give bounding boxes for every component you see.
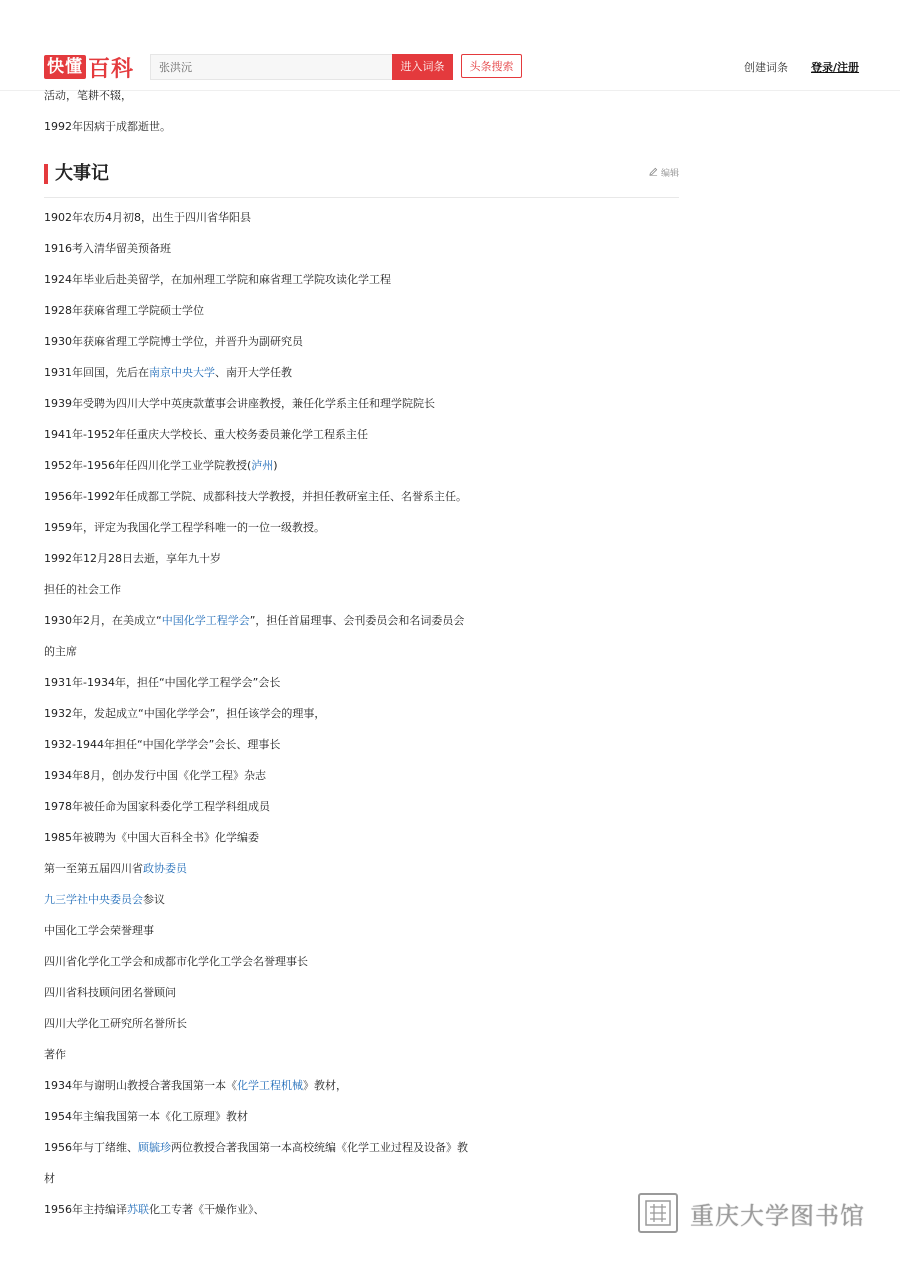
entry-link[interactable]: 政协委员 xyxy=(143,862,187,875)
event-item xyxy=(44,924,154,938)
event-item xyxy=(44,1203,265,1217)
event-text: 四川大学化工研究所名誉所长 xyxy=(44,1017,187,1030)
event-item xyxy=(44,552,221,566)
create-entry-link[interactable]: 创建词条 xyxy=(744,61,788,74)
edit-label: 编辑 xyxy=(660,169,679,179)
section-header xyxy=(44,161,679,198)
event-item xyxy=(44,1048,66,1062)
top-header xyxy=(0,0,900,91)
event-item xyxy=(44,738,280,752)
event-text: 1934年8月，创办发行中国《化学工程》杂志 xyxy=(44,769,266,782)
event-text: 1954年主编我国第一本《化工原理》教材 xyxy=(44,1110,248,1123)
event-text: ) xyxy=(273,459,278,472)
event-text: 1932年，发起成立“中国化学学会”，担任该学会的理事， xyxy=(44,707,326,720)
logo-text: 百科 xyxy=(88,56,135,82)
event-text: 1978年被任命为国家科委化学工程学科组成员 xyxy=(44,800,270,813)
event-text: 1956年与丁绪维、 xyxy=(44,1141,138,1154)
library-seal-icon xyxy=(638,1193,678,1233)
login-register-link[interactable]: 登录/注册 xyxy=(811,61,860,74)
event-text: 参议 xyxy=(143,893,165,906)
event-item xyxy=(44,1017,187,1031)
event-item xyxy=(44,893,165,907)
event-item xyxy=(44,1141,468,1155)
event-text: 1952年-1956年任四川化学工业学院教授( xyxy=(44,459,252,472)
event-text: 》教材， xyxy=(303,1079,347,1092)
event-text: 1930年获麻省理工学院博士学位，并晋升为副研究员 xyxy=(44,335,303,348)
event-text: 1939年受聘为四川大学中英庚款董事会讲座教授，兼任化学系主任和理学院院长 xyxy=(44,397,435,410)
event-item xyxy=(44,273,391,287)
event-text: 1959年，评定为我国化学工程学科唯一的一位一级教授。 xyxy=(44,521,325,534)
intro-paragraph-2: 1992年因病于成都逝世。 xyxy=(44,120,171,133)
logo-box: 快懂 xyxy=(44,55,86,79)
event-text: 四川省化学化工学会和成都市化学化工学会名誉理事长 xyxy=(44,955,308,968)
event-text: 1985年被聘为《中国大百科全书》化学编委 xyxy=(44,831,259,844)
event-text: 1924年毕业后赴美留学，在加州理工学院和麻省理工学院攻读化学工程 xyxy=(44,273,391,286)
event-text: 中国化工学会荣誉理事 xyxy=(44,924,154,937)
edit-section-button[interactable] xyxy=(649,166,679,179)
event-item xyxy=(44,428,368,442)
toutiao-search-button[interactable]: 头条搜索 xyxy=(461,54,522,78)
event-item xyxy=(44,955,308,969)
event-item xyxy=(44,800,270,814)
event-text: 1930年2月，在美成立“ xyxy=(44,614,162,627)
event-text: 1956年-1992年任成都工学院、成都科技大学教授，并担任教研室主任、名誉系主任。 xyxy=(44,490,467,503)
event-text: 的主席 xyxy=(44,645,77,658)
entry-link[interactable]: 九三学社中央委员会 xyxy=(44,893,143,906)
event-item xyxy=(44,1172,55,1186)
section-title: 大事记 xyxy=(55,163,109,184)
event-text: 化工专著《干燥作业》、 xyxy=(149,1203,265,1216)
library-watermark xyxy=(638,1192,865,1234)
event-item xyxy=(44,459,278,473)
event-item xyxy=(44,304,204,318)
event-text: 1934年与谢明山教授合著我国第一本《 xyxy=(44,1079,237,1092)
entry-link[interactable]: 中国化学工程学会 xyxy=(161,614,250,627)
site-logo[interactable] xyxy=(44,54,134,80)
event-item xyxy=(44,862,187,876)
event-text: 担任的社会工作 xyxy=(44,583,121,596)
event-item xyxy=(44,676,280,690)
event-text: 1902年农历4月初8，出生于四川省华阳县 xyxy=(44,211,251,224)
watermark-text: 重庆大学图书馆 xyxy=(690,1201,865,1230)
event-item xyxy=(44,645,77,659)
event-item xyxy=(44,831,259,845)
entry-link[interactable]: 化学工程机械 xyxy=(237,1079,303,1092)
pencil-icon xyxy=(649,167,658,179)
event-text: 四川省科技顾问团名誉顾问 xyxy=(44,986,176,999)
event-item xyxy=(44,1110,248,1124)
event-item xyxy=(44,583,121,597)
event-item xyxy=(44,397,435,411)
entry-link[interactable]: 顾毓珍 xyxy=(138,1141,171,1154)
event-item xyxy=(44,1079,347,1093)
event-item xyxy=(44,335,303,349)
intro-paragraph-1: 活动，笔耕不辍， xyxy=(44,89,132,102)
event-text: ”，担任首届理事、会刊委员会和名词委员会 xyxy=(249,614,465,627)
event-item xyxy=(44,521,325,535)
event-text: 1932-1944年担任“中国化学学会”会长、理事长 xyxy=(44,738,281,751)
event-text: 1931年-1934年，担任“中国化学工程学会”会长 xyxy=(44,676,281,689)
enter-entry-button[interactable]: 进入词条 xyxy=(392,54,453,80)
entry-link[interactable]: 南京中央大学 xyxy=(149,366,215,379)
entry-link[interactable]: 苏联 xyxy=(127,1203,149,1216)
event-text: 著作 xyxy=(44,1048,66,1061)
event-item xyxy=(44,986,176,1000)
entry-link[interactable]: 泸州 xyxy=(251,459,274,472)
event-text: 材 xyxy=(44,1172,55,1185)
event-text: 第一至第五届四川省 xyxy=(44,862,143,875)
event-text: 、南开大学任教 xyxy=(215,366,292,379)
event-text: 1931年回国，先后在 xyxy=(44,366,149,379)
section-accent-bar xyxy=(44,164,48,184)
event-item xyxy=(44,769,266,783)
event-text: 1928年获麻省理工学院硕士学位 xyxy=(44,304,204,317)
event-text: 两位教授合著我国第一本高校统编《化学工业过程及设备》教 xyxy=(171,1141,468,1154)
event-text: 1992年12月28日去逝，享年九十岁 xyxy=(44,552,221,565)
search-input[interactable] xyxy=(150,54,399,80)
event-text: 1956年主持编译 xyxy=(44,1203,127,1216)
event-item xyxy=(44,490,467,504)
event-text: 1916考入清华留美预备班 xyxy=(44,242,171,255)
event-item xyxy=(44,242,171,256)
event-item xyxy=(44,707,325,721)
event-text: 1941年-1952年任重庆大学校长、重大校务委员兼化学工程系主任 xyxy=(44,428,368,441)
event-item xyxy=(44,614,464,628)
event-item xyxy=(44,366,292,380)
event-item xyxy=(44,211,251,225)
